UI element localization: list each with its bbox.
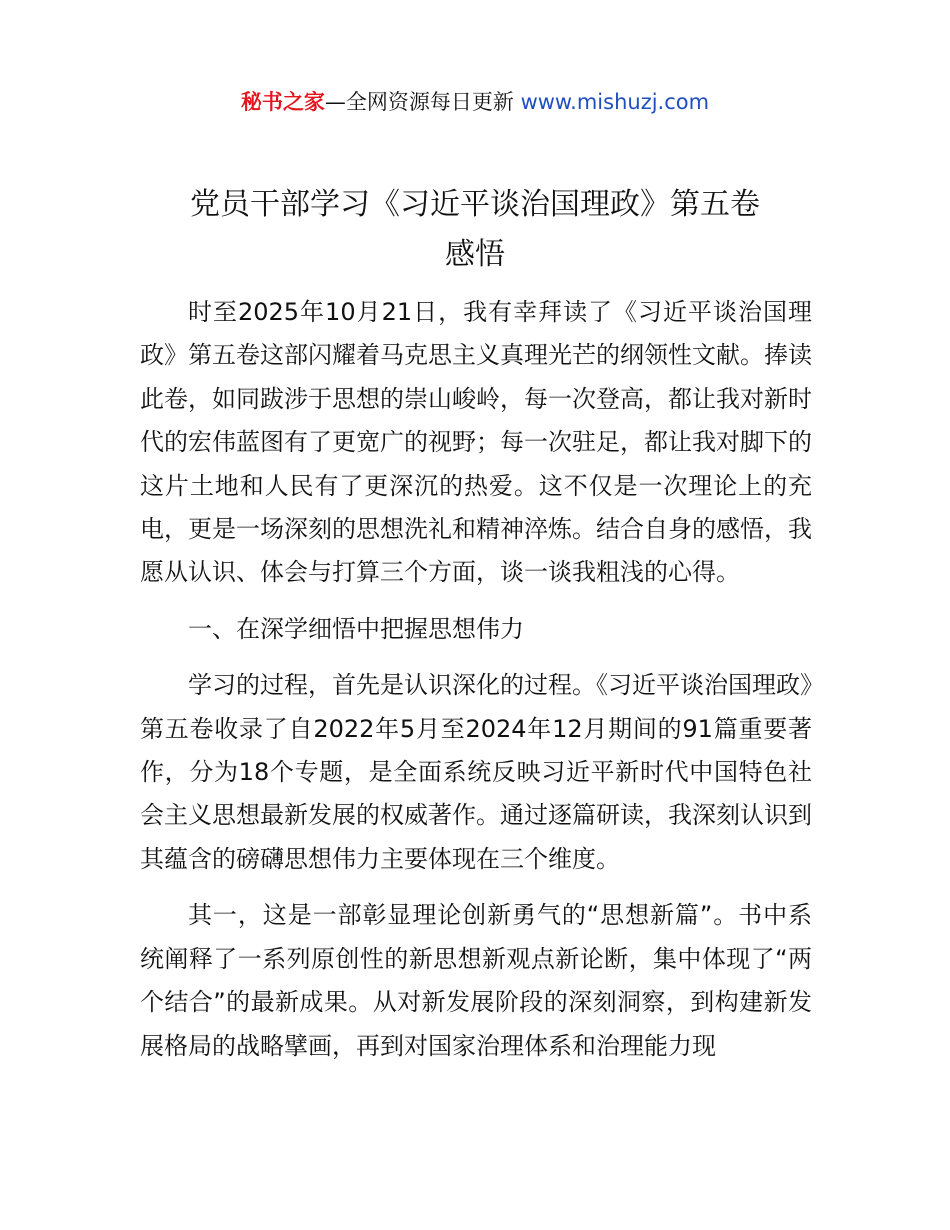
document-title <box>0 180 950 280</box>
site-header <box>0 86 950 118</box>
paragraph-first-point: 其一，这是一部彰显理论创新勇气的“思想新篇”。书中系统阐释了一系列原创性的新思想新观点新论断，集中体现了“两个结合”的最新成果。从对新发展阶段的深刻洞察，到构建新发展格局的战略擘画，再到对国家治理体系和治理能力现 <box>140 901 812 1060</box>
section-heading: 一、在深学细悟中把握思想伟力 <box>188 614 524 643</box>
brand-name: 秘书之家 <box>240 90 325 114</box>
document-body <box>140 291 812 1068</box>
title-line-2: 感悟 <box>445 237 505 272</box>
paragraph-learning: 学习的过程，首先是认识深化的过程。《习近平谈治国理政》第五卷收录了自2022年5月至2024年12月期间的91篇重要著作，分为18个专题，是全面系统反映习近平新时代中国特色社会主义思想最新发展的权威著作。通过逐篇研读，我深刻认识到其蕴含的磅礴思想伟力主要体现在三个维度。 <box>140 671 812 873</box>
paragraph-intro: 时至2025年10月21日，我有幸拜读了《习近平谈治国理政》第五卷这部闪耀着马克思主义真理光芒的纲领性文献。捧读此卷，如同跋涉于思想的崇山峻岭，每一次登高，都让我对新时代的宏伟蓝图有了更宽广的视野；每一次驻足，都让我对脚下的这片土地和人民有了更深沉的热爱。这不仅是一次理论上的充电，更是一场深刻的思想洗礼和精神淬炼。结合自身的感悟，我愿从认识、体会与打算三个方面，谈一谈我粗浅的心得。 <box>140 298 812 587</box>
site-url-link[interactable]: www.mishuzj.com <box>520 90 710 114</box>
title-line-1: 党员干部学习《习近平谈治国理政》第五卷 <box>190 187 760 222</box>
header-tagline: —全网资源每日更新 <box>324 90 514 114</box>
